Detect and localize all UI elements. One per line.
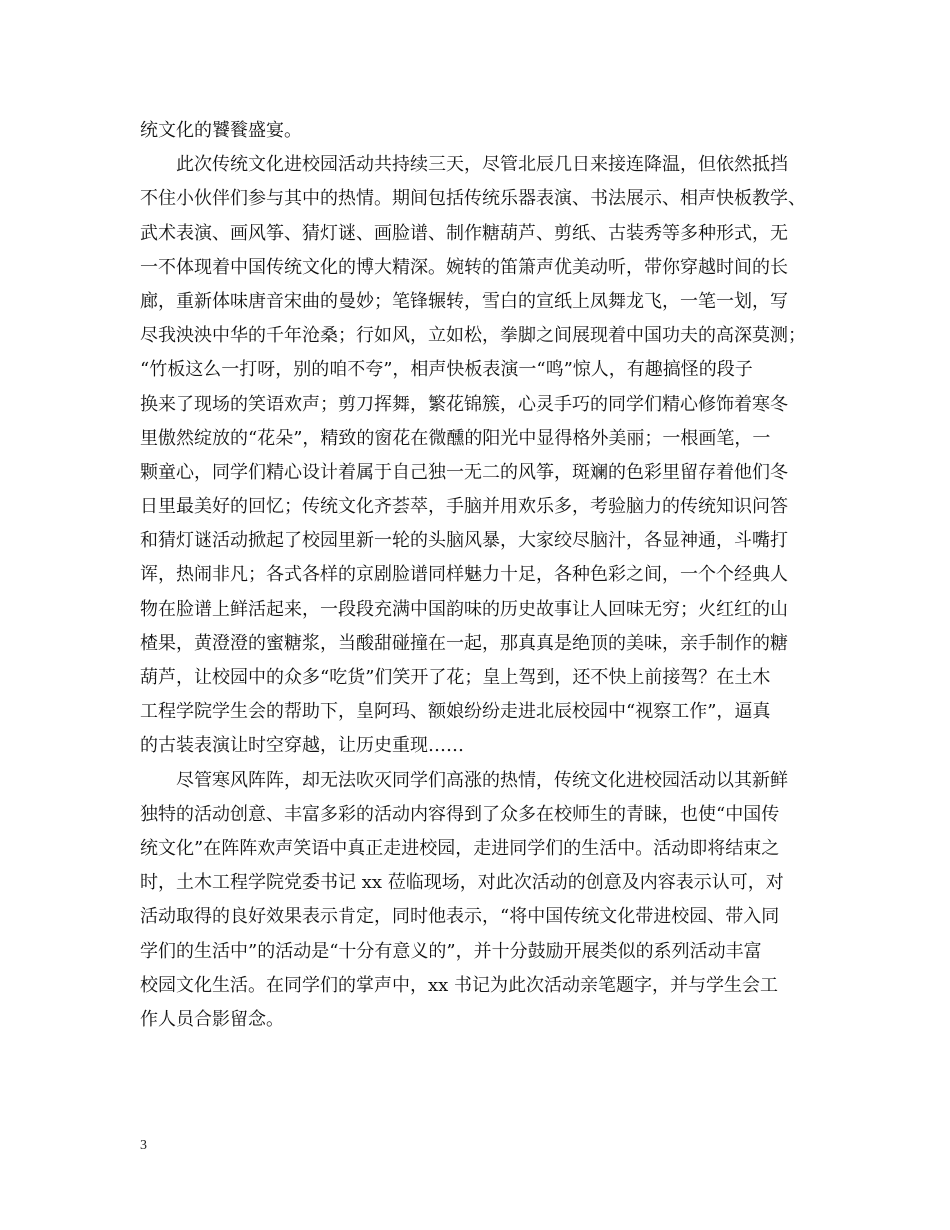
text-line: 工程学院学生会的帮助下，皇阿玛、额娘纷纷走进北辰校园中“视察工作”，逼真 [140,701,771,723]
text-line: 学们的生活中”的活动是“十分有意义的”，并十分鼓励开展类似的系列活动丰富 [140,940,762,962]
text-line: 不住小伙伴们参与其中的热情。期间包括传统乐器表演、书法展示、相声快板教学、 [140,188,806,210]
text-line: 里傲然绽放的“花朵”，精致的窗花在微醺的阳光中显得格外美丽；一根画笔，一 [140,427,771,449]
text-line: 廊，重新体味唐音宋曲的曼妙；笔锋辗转，雪白的宣纸上凤舞龙飞，一笔一划，写 [140,290,788,312]
text-line: 葫芦，让校园中的众多“吃货”们笑开了花；皇上驾到，还不快上前接驾？在土木 [140,667,771,688]
text-line: 统文化”在阵阵欢声笑语中真正走进校园，走进同学们的生活中。活动即将结束之 [140,837,780,859]
text-line: 校园文化生活。在同学们的掌声中，xx 书记为此次活动亲笔题字，并与学生会工 [140,974,779,996]
text-line: 尽我泱泱中华的千年沧桑；行如风，立如松，拳脚之间展现着中国功夫的高深莫测； [140,325,806,347]
text-line: 此次传统文化进校园活动共持续三天，尽管北辰几日来接连降温，但依然抵挡 [176,154,788,176]
text-line: 统文化的饕餮盛宴。 [140,120,302,141]
text-line: 日里最美好的回忆；传统文化齐荟萃，手脑并用欢乐多，考验脑力的传统知识问答 [140,496,788,518]
text-line: 作人员合影留念。 [140,1008,284,1030]
text-line: 诨，热闹非凡；各式各样的京剧脸谱同样魅力十足，各种色彩之间，一个个经典人 [140,564,788,586]
text-line: 时，土木工程学院党委书记 xx 莅临现场，对此次活动的创意及内容表示认可，对 [140,872,784,894]
text-line: 物在脸谱上鲜活起来，一段段充满中国韵味的历史故事让人回味无穷；火红红的山 [140,598,788,620]
body-text [140,114,820,1037]
text-line: 活动取得的良好效果表示肯定，同时他表示，“将中国传统文化带进校园、带入同 [140,906,780,928]
text-line: 和猜灯谜活动掀起了校园里新一轮的头脑风暴，大家绞尽脑汁，各显神通，斗嘴打 [140,530,788,552]
text-line: 楂果，黄澄澄的蜜糖浆，当酸甜碰撞在一起，那真真是绝顶的美味，亲手制作的糖 [140,632,788,654]
text-line: 换来了现场的笑语欢声；剪刀挥舞，繁花锦簇，心灵手巧的同学们精心修饰着寒冬 [140,393,788,415]
text-line: “竹板这么一打呀，别的咱不夸”，相声快板表演一“鸣”惊人，有趣搞怪的段子 [140,359,753,381]
text-line: 独特的活动创意、丰富多彩的活动内容得到了众多在校师生的青睐，也使“中国传 [140,803,780,825]
text-line: 的古装表演让时空穿越，让历史重现…… [140,735,464,757]
text-line: 武术表演、画风筝、猜灯谜、画脸谱、制作糖葫芦、剪纸、古装秀等多种形式，无 [140,222,788,244]
page-number: 3 [140,1138,147,1153]
text-line: 颗童心，同学们精心设计着属于自己独一无二的风筝，斑斓的色彩里留存着他们冬 [140,461,788,483]
text-line: 一不体现着中国传统文化的博大精深。婉转的笛箫声优美动听，带你穿越时间的长 [140,256,788,278]
text-line: 尽管寒风阵阵，却无法吹灭同学们高涨的热情，传统文化进校园活动以其新鲜 [176,769,788,791]
